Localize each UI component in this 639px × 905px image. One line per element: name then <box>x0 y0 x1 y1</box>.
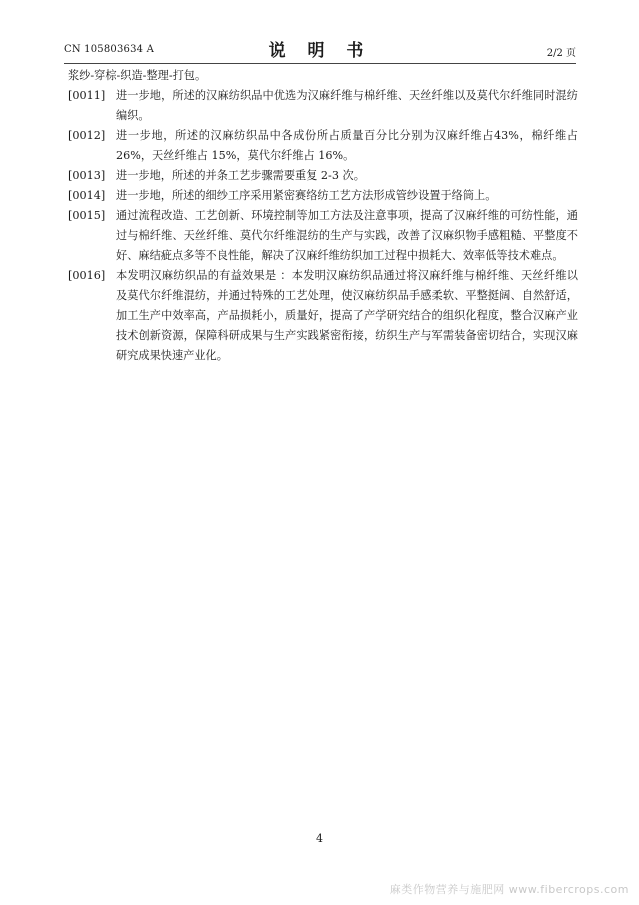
paragraph-0013 <box>68 166 578 186</box>
paragraph-0011 <box>68 86 578 126</box>
page-of-total: 2/2 页 <box>546 48 576 59</box>
page-header <box>64 36 576 62</box>
paragraph-number: [0013] <box>68 169 106 182</box>
patent-number: CN 105803634 A <box>64 44 155 55</box>
continuation-line: 浆纱-穿棕-织造-整理-打包。 <box>68 69 207 82</box>
paragraph-0015 <box>68 206 578 266</box>
paragraph-0014 <box>68 186 578 206</box>
paragraph-text: 本发明汉麻纺织品的有益效果是 ：本发明汉麻纺织品通过将汉麻纤维与棉纤维、天丝纤维以及莫代尔纤维混纺，并通过特殊的工艺处理，使汉麻纺织品手感柔软、平整挺阔、自然舒适，加工生产中效率高，产品损耗小，质量好，提高了产学研究结合的组织化程度，整合汉麻产业技术创新资源，保障科研成果与生产实践紧密衔接，纺织生产与军需装备密切结合，实现汉麻研究成果快速产业化。 <box>116 269 578 362</box>
paragraph-text: 通过流程改造、工艺创新、环境控制等加工方法及注意事项，提高了汉麻纤维的可纺性能，通过与棉纤维、天丝纤维、莫代尔纤维混纺的生产与实践，改善了汉麻织物手感粗糙、平整度不好、麻结疵点多等不良性能，解决了汉麻纤维纺织加工过程中损耗大、效率低等技术难点。 <box>116 209 578 262</box>
page-number: 4 <box>316 832 323 845</box>
paragraph-text: 进一步地，所述的汉麻纺织品中各成份所占质量百分比分别为汉麻纤维占43%，棉纤维占 26%，天丝纤维占 15%，莫代尔纤维占 16%。 <box>116 129 578 162</box>
site-watermark: 麻类作物营养与施肥网 www.fibercrops.com <box>389 883 629 896</box>
paragraph-text: 进一步地，所述的汉麻纺织品中优选为汉麻纤维与棉纤维、天丝纤维以及莫代尔纤维同时混纺编织。 <box>116 89 578 122</box>
document-title: 说 明 书 <box>268 41 372 61</box>
paragraph-number: [0015] <box>68 209 106 222</box>
paragraph-0012 <box>68 126 578 166</box>
paragraph-text: 进一步地，所述的并条工艺步骤需要重复 2-3 次。 <box>116 169 365 182</box>
paragraph-text: 进一步地，所述的细纱工序采用紧密赛络纺工艺方法形成管纱设置于络筒上。 <box>116 189 497 202</box>
paragraph-number: [0016] <box>68 269 106 282</box>
paragraph-number: [0014] <box>68 189 106 202</box>
paragraph-number: [0011] <box>68 89 106 102</box>
header-divider <box>64 63 576 64</box>
document-body <box>68 66 578 366</box>
paragraph-number: [0012] <box>68 129 106 142</box>
paragraph-0016 <box>68 266 578 366</box>
